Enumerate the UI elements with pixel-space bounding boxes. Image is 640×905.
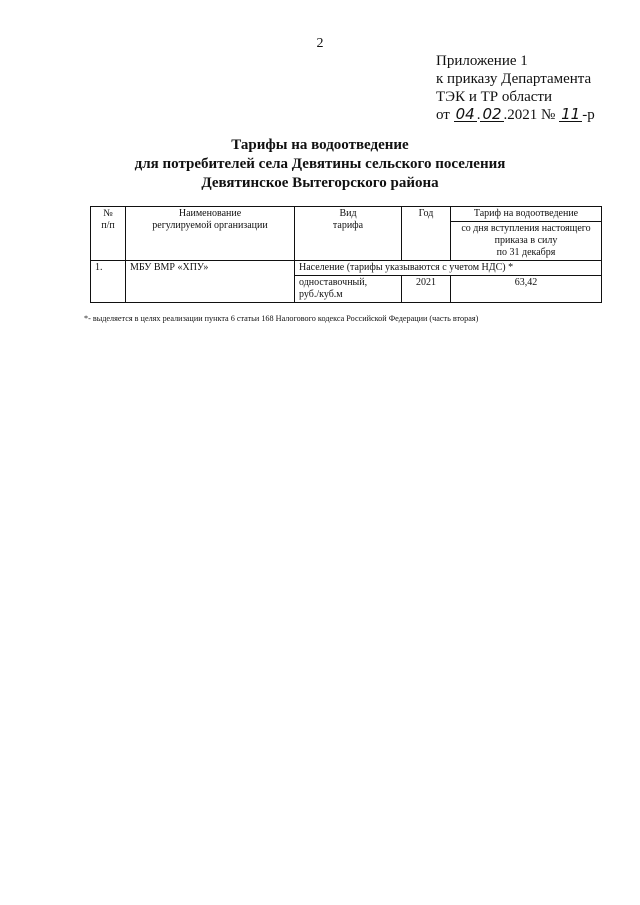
appendix-department: ТЭК и ТР области <box>436 89 552 105</box>
table-header-row <box>91 207 602 222</box>
order-suffix: -р <box>582 107 595 123</box>
table-row <box>91 261 602 276</box>
header-period: со дня вступления настоящего приказа в силу по 31 декабря <box>451 222 602 261</box>
appendix-title: Приложение 1 <box>436 53 528 69</box>
tariff-table <box>90 206 602 303</box>
document-title <box>0 136 640 193</box>
appendix-date-line <box>436 106 595 124</box>
appendix-block <box>436 52 595 124</box>
header-number: № п/п <box>91 207 126 261</box>
row-organization: МБУ ВМР «ХПУ» <box>126 261 295 303</box>
date-year: .2021 № <box>503 107 556 123</box>
header-year: Год <box>402 207 451 261</box>
header-tariff: Тариф на водоотведение <box>451 207 602 222</box>
header-organization: Наименование регулируемой организации <box>126 207 295 261</box>
title-line-1: Тарифы на водоотведение <box>231 137 409 153</box>
handwritten-order-number: 11 <box>561 105 581 123</box>
date-dot: . <box>476 107 481 123</box>
title-line-3: Девятинское Вытегорского района <box>201 175 439 191</box>
row-number: 1. <box>91 261 126 303</box>
row-year: 2021 <box>402 276 451 303</box>
date-prefix: от <box>436 107 450 123</box>
title-line-2: для потребителей села Девятины сельского поселения <box>134 156 506 172</box>
page-number: 2 <box>316 36 324 51</box>
row-consumer-group: Население (тарифы указываются с учетом НДС) * <box>295 261 602 276</box>
row-tariff-type: одноставочный, руб./куб.м <box>295 276 402 303</box>
footnote: *- выделяется в целях реализации пункта 6 статьи 168 Налогового кодекса Российской Федерации (часть вторая) <box>84 314 479 323</box>
row-tariff-value: 63,42 <box>451 276 602 303</box>
appendix-order-ref: к приказу Департамента <box>436 71 592 87</box>
handwritten-day: 04 <box>455 105 475 123</box>
handwritten-month: 02 <box>482 105 502 123</box>
header-tariff-type: Вид тарифа <box>295 207 402 261</box>
